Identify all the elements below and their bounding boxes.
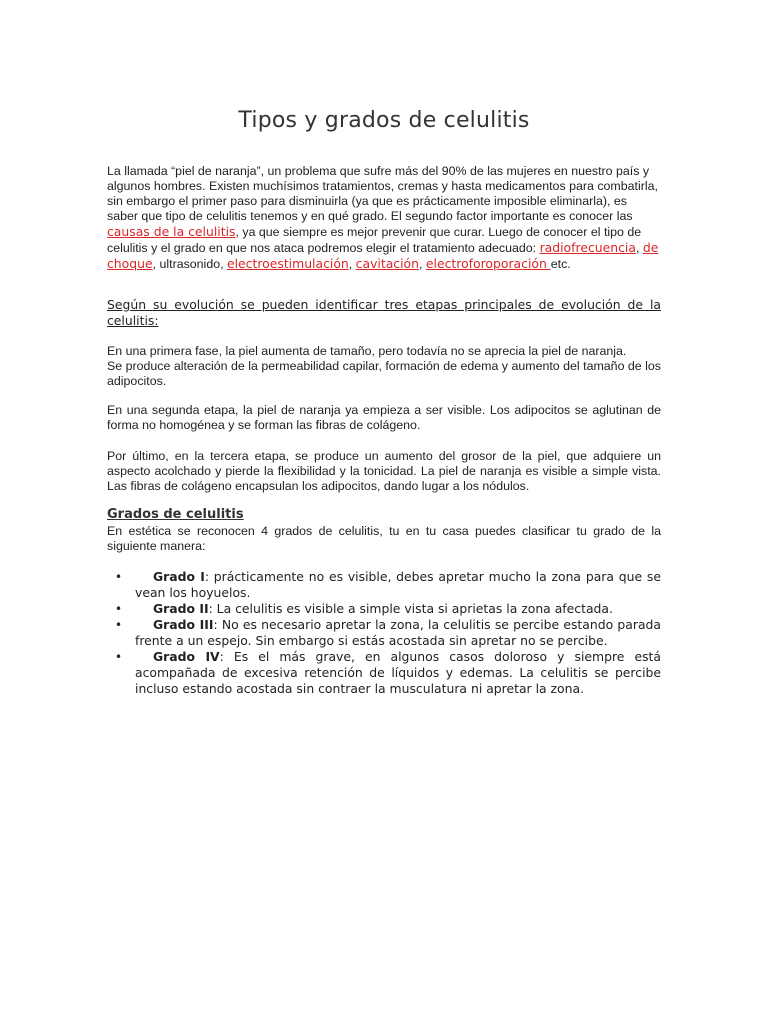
link-radiofrecuencia[interactable]: radiofrecuencia	[539, 240, 636, 255]
evolution-paragraph-1-line-1: En una primera fase, la piel aumenta de tamaño, pero todavía no se aprecia la piel de naranja.	[107, 344, 627, 358]
intro-text-end: etc.	[550, 257, 571, 271]
intro-separator-3: ,	[348, 257, 356, 271]
grado-name: Grado III	[153, 617, 214, 632]
evolution-paragraph-1	[107, 344, 661, 389]
grado-description: : prácticamente no es visible, debes apretar mucho la zona para que se vean los hoyuelos.	[135, 569, 661, 600]
grado-description: : No es necesario apretar la zona, la celulitis se percibe estando parada frente a un espejo. Sin embargo si estás acostada sin apretar no se percibe.	[135, 617, 661, 648]
bullet-icon: •	[115, 650, 123, 664]
link-electroestimulacion[interactable]: electroestimulación	[226, 256, 349, 271]
grados-list	[107, 569, 661, 697]
evolution-heading: Según su evolución se pueden identificar tres etapas principales de evolución de la celulitis:	[107, 297, 661, 328]
link-ondas-de-choque[interactable]: de choque	[107, 240, 659, 271]
list-item-grado-4	[107, 649, 661, 697]
link-cavitacion[interactable]: cavitación	[355, 256, 419, 271]
grados-intro: En estética se reconocen 4 grados de celulitis, tu en tu casa puedes clasificar tu grado de la siguiente manera:	[107, 524, 661, 553]
grados-heading: Grados de celulitis	[107, 507, 244, 522]
evolution-paragraph-2: En una segunda etapa, la piel de naranja ya empieza a ser visible. Los adipocitos se aglutinan de forma no homogénea y se forman las fibras de colágeno.	[107, 403, 661, 432]
intro-text-2: , ya que siempre es mejor prevenir que curar. Luego de conocer el tipo de celulitis y el grado en que nos ataca podremos elegir el tratamiento adecuado:	[107, 225, 642, 255]
bullet-icon: •	[115, 618, 123, 632]
list-item-grado-3	[107, 617, 661, 649]
intro-separator-4: ,	[419, 257, 426, 271]
grado-description: : Es el más grave, en algunos casos doloroso y siempre está acompañada de excesiva retención de líquidos y edemas. La celulitis se percibe incluso estando acostada sin contraer la musculatura ni apretar la zona.	[135, 649, 661, 696]
evolution-paragraph-1-line-2: Se produce alteración de la permeabilidad capilar, formación de edema y aumento del tamaño de los adipocitos.	[107, 359, 661, 388]
page-title: Tipos y grados de celulitis	[238, 108, 530, 133]
link-electroforoporacion[interactable]: electroforoporación	[425, 256, 551, 271]
intro-separator-2: , ultrasonido,	[152, 257, 227, 271]
grado-name: Grado II	[153, 601, 209, 616]
grado-name: Grado IV	[153, 649, 220, 664]
list-item-grado-1	[107, 569, 661, 601]
intro-text-1: La llamada “piel de naranja”, un problema que sufre más del 90% de las mujeres en nuestro país y algunos hombres. Existen muchísimos tratamientos, cremas y hasta medicamentos para combatirla, sin embargo el primer paso para disminuirla (ya que es prácticamente imposible eliminarla), es saber que tipo de celulitis tenemos y en qué grado. El segundo factor importante es conocer las	[107, 164, 658, 223]
list-item-grado-2	[107, 601, 661, 617]
intro-separator-1: ,	[635, 241, 643, 255]
evolution-paragraph-3: Por último, en la tercera etapa, se produce un aumento del grosor de la piel, que adquiere un aspecto acolchado y pierde la flexibilidad y la tonicidad. La piel de naranja es visible a simple vista. Las fibras de colágeno encapsulan los adipocitos, dando lugar a los nódulos.	[107, 449, 661, 493]
bullet-icon: •	[115, 602, 123, 616]
bullet-icon: •	[115, 570, 123, 584]
link-causas-celulitis[interactable]: causas de la celulitis	[107, 224, 236, 239]
grado-name: Grado I	[153, 569, 205, 584]
intro-paragraph	[107, 164, 661, 272]
grado-description: : La celulitis es visible a simple vista si aprietas la zona afectada.	[208, 601, 613, 616]
